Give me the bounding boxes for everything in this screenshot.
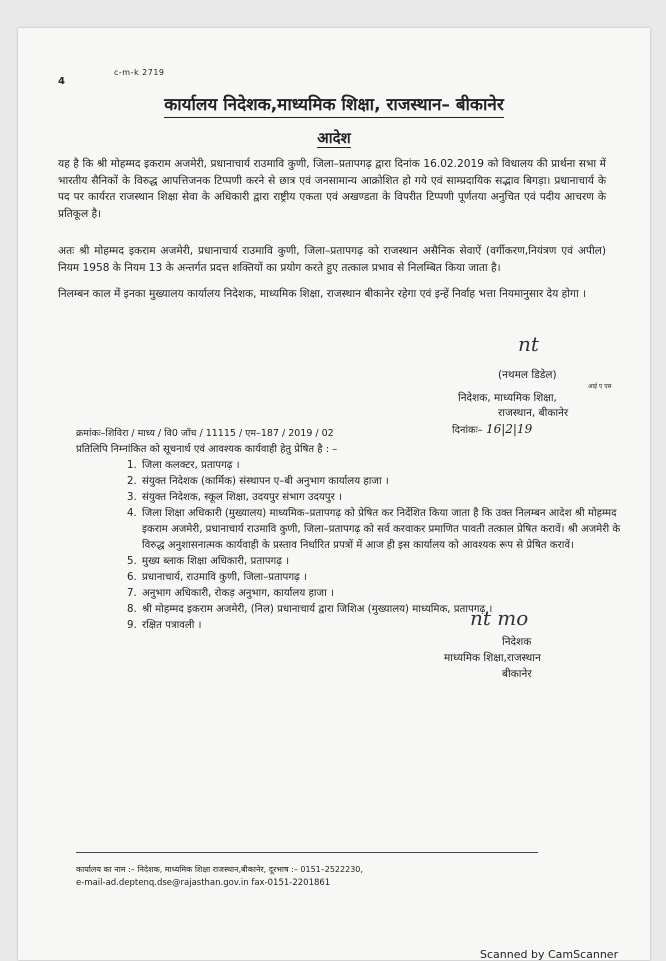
document-code: c-m-k 2719 [114, 68, 165, 77]
paragraph-2: अतः श्री मोहम्मद इकराम अजमेरी, प्रधानाचार्य राउमावि कुणी, जिला–प्रतापगढ़ को राजस्थान असैनिक सेवाऐं (वर्गीकरण,नियंत्रण एवं अपील) नियम 1958 के नियम 13 के अन्तर्गत प्रदत्त शक्तियों का प्रयोग करते हुए तत्काल प्रभाव से निलम्बित किया जाता है। [58, 245, 606, 274]
date-value: 16|2|19 [485, 422, 533, 436]
office-title-text: कार्यालय निदेशक,माध्यमिक शिक्षा, राजस्थान– बीकानेर [164, 95, 504, 118]
list-item: 8. श्री मोहम्मद इकराम अजमेरी, (निल) प्रधानाचार्य द्वारा जिशिअ (मुख्यालय) माध्यमिक, प्रतापगढ़ । [140, 602, 640, 618]
order-heading-text: आदेश [317, 129, 351, 147]
office-email-fax: e-mail-ad.deptenq.dse@rajasthan.gov.in fax-0151-2201861 [76, 878, 331, 888]
list-item: 1. जिला कलक्टर, प्रतापगढ़ । [140, 458, 640, 474]
document-page [18, 28, 650, 960]
paragraph-3: निलम्बन काल में इनका मुख्यालय कार्यालय निदेशक, माध्यमिक शिक्षा, राजस्थान बीकानेर रहेगा एवं इन्हें निर्वाह भत्ता नियमानुसार देय होगा । [58, 288, 587, 300]
office-contact: कार्यालय का नाम :– निदेशक, माध्यमिक शिक्षा राजस्थान,बीकानेर, दूरभाष :– 0151–2522230, [76, 865, 363, 874]
list-item: 7. अनुभाग अधिकारी, रोकड़ अनुभाग, कार्यालय हाजा । [140, 586, 640, 602]
date-label: दिनांकः– [452, 425, 483, 436]
footer-signer-department: माध्यमिक शिक्षा,राजस्थान [444, 652, 541, 664]
signer-name: (नथमल डिडेल) [498, 369, 557, 381]
list-item: 6. प्रधानाचार्य, राउमावि कुणी, जिला–प्रतापगढ़ । [140, 570, 640, 586]
list-item: 3. संयुक्त निदेशक, स्कूल शिक्षा, उदयपुर संभाग उदयपुर । [140, 490, 640, 506]
office-title [18, 92, 650, 115]
handwritten-signature-2: nt mo [470, 606, 529, 630]
scanner-watermark: Scanned by CamScanner [480, 948, 619, 961]
footer-signer-block [444, 634, 541, 682]
reference-date [452, 422, 532, 436]
copy-list [122, 458, 640, 634]
signer-block [458, 368, 658, 421]
reference-number: क्रमांकः–शिविरा / माध्य / वि0 जॉच / 11115 / एम–187 / 2019 / 02 [76, 428, 334, 439]
order-heading [18, 128, 650, 148]
list-item: 2. संयुक्त निदेशक (कार्मिक) संस्थापन ए–बी अनुभाग कार्यालय हाजा । [140, 474, 640, 490]
margin-mark: 4 [58, 76, 65, 87]
signer-service: आई ए एस [588, 383, 612, 390]
list-item: 5. मुख्य ब्लाक शिक्षा अधिकारी, प्रतापगढ़ । [140, 554, 640, 570]
list-item: 9. रक्षित पत्रावली । [140, 618, 640, 634]
signer-designation: निदेशक, माध्यमिक शिक्षा, [458, 392, 557, 404]
copy-intro: प्रतिलिपि निम्नांकित को सूचनार्थ एवं आवश्यक कार्यवाही हेतु प्रेषित है : – [76, 444, 338, 455]
handwritten-signature-1: nt [518, 332, 539, 356]
footer-signer-city: बीकानेर [502, 668, 532, 680]
list-item: 4. जिला शिक्षा अधिकारी (मुख्यालय) माध्यमिक–प्रतापगढ़ को प्रेषित कर निर्देशित किया जाता है कि उक्त निलम्बन आदेश श्री मोहम्मद इकराम अजमेरी, प्रधानाचार्य राउमावि कुणी, जिला–प्रतापगढ़ को सर्व करवाकर प्रमाणित पावती तत्काल प्रेषित करावें। श्री अजमेरी के विरुद्ध अनुशासनात्मक कार्यवाही के प्रस्ताव निर्धारित प्रपत्रों में आज ही इस कार्यालय को आवश्यक रूप से प्रेषित करावें। [140, 506, 640, 554]
signer-location: राजस्थान, बीकानेर [498, 407, 569, 419]
paragraph-1: यह है कि श्री मोहम्मद इकराम अजमेरी, प्रधानाचार्य राउमावि कुणी, जिला–प्रतापगढ़ द्वारा दिनांक 16.02.2019 को विधालय की प्रार्थना सभा में भारतीय सैनिकों के विरुद्ध आपत्तिजनक टिप्पणी करने से छात्र एवं जनसामान्य आक्रोशित हो गये एवं साम्प्रदायिक सद्भाव बिगड़ा। प्रधानाचार्य के पद पर कार्यरत राजस्थान शिक्षा सेवा के अधिकारी द्वारा राष्ट्रीय एकता एवं अखण्डता के विपरीत टिप्पणी पूर्णतया अनुचित एवं पदीय आचरण के प्रतिकूल है। [58, 158, 606, 220]
footer-divider [76, 852, 538, 853]
footer-signer-title: निदेशक [502, 636, 532, 648]
